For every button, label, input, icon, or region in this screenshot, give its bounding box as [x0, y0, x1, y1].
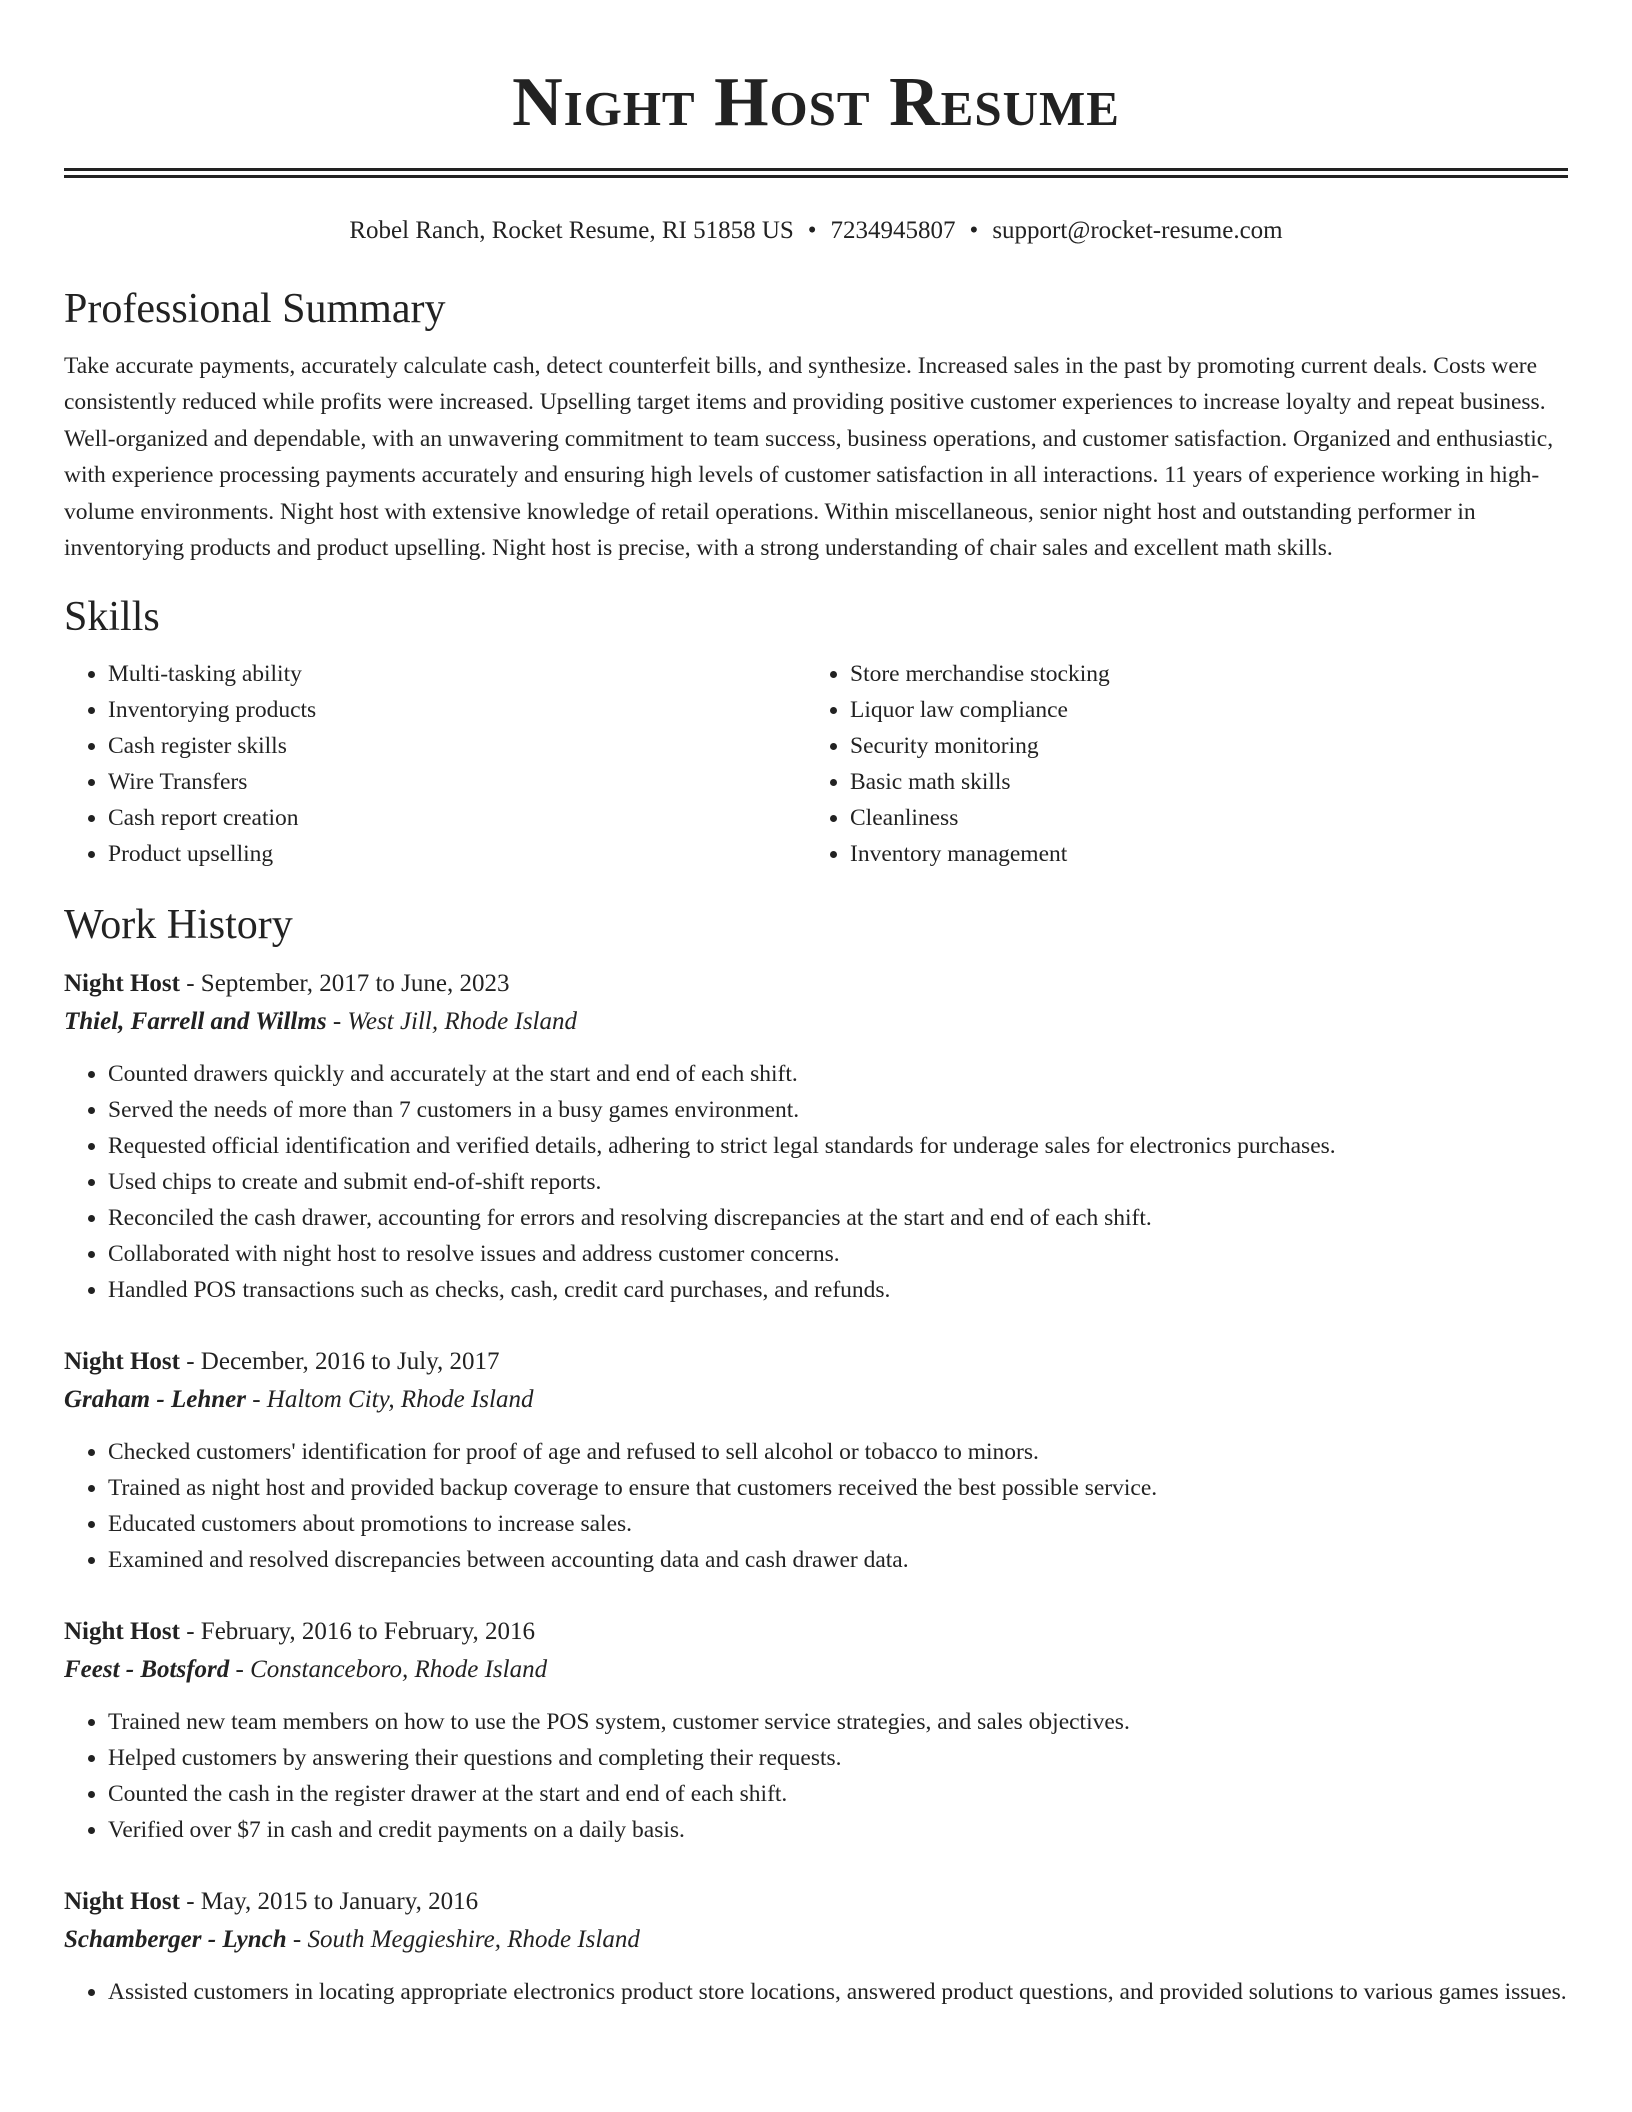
job-bullets [64, 1056, 1568, 1308]
job-bullet: • Reconciled the cash drawer, accounting for errors and resolving discrepancies at the start and end of each shift. [108, 1200, 1568, 1236]
contact-line [64, 214, 1568, 248]
skill-item: • Cash report creation [108, 800, 806, 836]
skills-list-right [806, 656, 1548, 872]
job-bullet: • Trained new team members on how to use the POS system, customer service strategies, and sales objectives. [108, 1704, 1568, 1740]
job-location: - South Meggieshire, Rhode Island [286, 1926, 640, 1954]
job-bullet: • Counted drawers quickly and accurately at the start and end of each shift. [108, 1056, 1568, 1092]
job-entry [64, 1614, 1568, 1848]
job-company-line [64, 1004, 1568, 1040]
contact-phone: 7234945807 [830, 217, 956, 244]
skill-item: • Multi-tasking ability [108, 656, 806, 692]
job-dates: - September, 2017 to June, 2023 [179, 970, 510, 998]
job-bullet: • Collaborated with night host to resolve issues and address customer concerns. [108, 1236, 1568, 1272]
skill-item: • Cash register skills [108, 728, 806, 764]
skill-item: • Inventorying products [108, 692, 806, 728]
job-bullet: • Examined and resolved discrepancies between accounting data and cash drawer data. [108, 1542, 1568, 1578]
job-company: Schamberger - Lynch [64, 1926, 287, 1954]
job-dates: - May, 2015 to January, 2016 [179, 1888, 479, 1916]
job-company: Feest - Botsford [64, 1656, 230, 1684]
job-bullet: • Helped customers by answering their questions and completing their requests. [108, 1740, 1568, 1776]
contact-separator: • [807, 217, 817, 244]
job-company: Graham - Lehner [64, 1386, 246, 1414]
job-bullet: • Handled POS transactions such as checks, cash, credit card purchases, and refunds. [108, 1272, 1568, 1308]
skill-item: • Inventory management [850, 836, 1548, 872]
skills-columns [64, 656, 1568, 872]
job-title: Night Host [64, 1618, 180, 1646]
job-location: - Constanceboro, Rhode Island [229, 1656, 548, 1684]
job-bullet: • Served the needs of more than 7 customers in a busy games environment. [108, 1092, 1568, 1128]
contact-separator: • [969, 217, 979, 244]
job-company-line [64, 1922, 1568, 1958]
skill-item: • Basic math skills [850, 764, 1548, 800]
skill-item: • Security monitoring [850, 728, 1548, 764]
job-bullets [64, 1434, 1568, 1578]
summary-heading: Professional Summary [64, 286, 446, 332]
job-dates: - December, 2016 to July, 2017 [179, 1348, 500, 1376]
job-company-line [64, 1382, 1568, 1418]
skill-item: • Store merchandise stocking [850, 656, 1548, 692]
job-dates: - February, 2016 to February, 2016 [179, 1618, 536, 1646]
job-location: - Haltom City, Rhode Island [245, 1386, 534, 1414]
skill-item: • Cleanliness [850, 800, 1548, 836]
job-bullet: • Trained as night host and provided backup coverage to ensure that customers received the best possible service. [108, 1470, 1568, 1506]
resume-title: Night Host Resume [512, 64, 1120, 141]
job-bullet: • Verified over $7 in cash and credit payments on a daily basis. [108, 1812, 1568, 1848]
skills-list-left [64, 656, 806, 872]
job-entry [64, 1884, 1568, 2010]
job-title-line [64, 966, 1568, 1002]
job-title: Night Host [64, 1888, 180, 1916]
work-history-heading: Work History [64, 902, 293, 949]
job-bullet: • Counted the cash in the register drawer at the start and end of each shift. [108, 1776, 1568, 1812]
contact-email: support@rocket-resume.com [992, 217, 1283, 244]
job-company-line [64, 1652, 1568, 1688]
job-location: - West Jill, Rhode Island [326, 1008, 577, 1036]
job-bullet: • Requested official identification and verified details, adhering to strict legal standards for underage sales for electronics purchases. [108, 1128, 1568, 1164]
job-title-line [64, 1884, 1568, 1920]
job-title: Night Host [64, 1348, 180, 1376]
job-bullet: • Assisted customers in locating appropriate electronics product store locations, answered product questions, and provided solutions to various games issues. [108, 1974, 1568, 2010]
job-bullet: • Checked customers' identification for proof of age and refused to sell alcohol or tobacco to minors. [108, 1434, 1568, 1470]
job-title: Night Host [64, 970, 180, 998]
job-company: Thiel, Farrell and Willms [64, 1008, 327, 1036]
job-bullet: • Educated customers about promotions to increase sales. [108, 1506, 1568, 1542]
skill-item: • Product upselling [108, 836, 806, 872]
skill-item: • Liquor law compliance [850, 692, 1548, 728]
job-title-line [64, 1344, 1568, 1380]
title-divider [64, 168, 1568, 178]
skill-item: • Wire Transfers [108, 764, 806, 800]
job-title-line [64, 1614, 1568, 1650]
summary-text: Take accurate payments, accurately calculate cash, detect counterfeit bills, and synthesize. Increased sales in the past by promoting current deals. Costs were consistently reduced while profits were increased. Upselling target items and providing positive customer experiences to increase loyalty and repeat business. Well-organized and dependable, with an unwavering commitment to team success, business operations, and customer satisfaction. Organized and enthusiastic, with experience processing payments accurately and ensuring high levels of customer satisfaction in all interactions. 11 years of experience working in high-volume environments. Night host with extensive knowledge of retail operations. Within miscellaneous, senior night host and outstanding performer in inventorying products and product upselling. Night host is precise, with a strong understanding of chair sales and excellent math skills. [64, 353, 1554, 562]
job-bullets [64, 1704, 1568, 1848]
job-entry [64, 966, 1568, 1308]
resume-page [64, 0, 1568, 2010]
job-entry [64, 1344, 1568, 1578]
job-bullet: • Used chips to create and submit end-of-shift reports. [108, 1164, 1568, 1200]
job-bullets [64, 1974, 1568, 2010]
skills-heading: Skills [64, 594, 160, 641]
contact-address: Robel Ranch, Rocket Resume, RI 51858 US [349, 217, 794, 244]
